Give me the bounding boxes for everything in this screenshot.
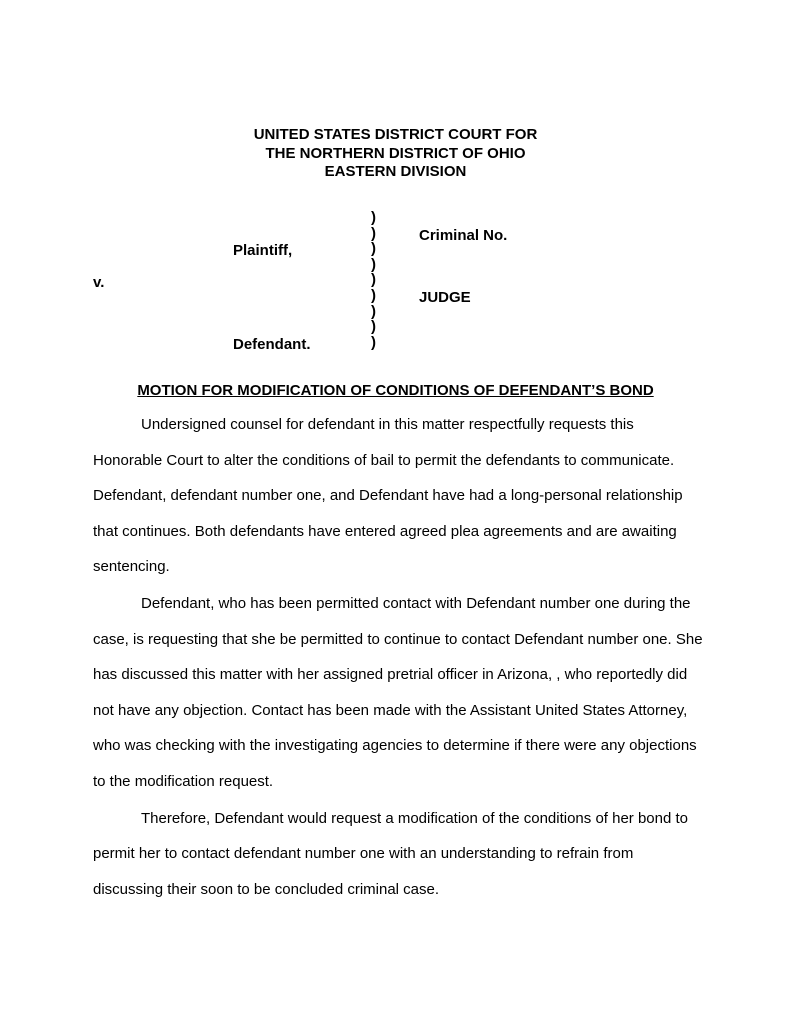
motion-title: MOTION FOR MODIFICATION OF CONDITIONS OF DEFENDANT’S BOND bbox=[137, 382, 654, 399]
body-paragraph: Defendant, who has been permitted contact with Defendant number one during the case, is requesting that she be permitted to continue to contact Defendant number one. She has discussed this matter with her assigned pretrial officer in Arizona, , who reportedly did not have any objection. Contact has been made with the Assistant United States Attorney, who was checking with the investigating agencies to determine if there were any objections to the modification request. bbox=[93, 595, 703, 790]
district-line: THE NORTHERN DISTRICT OF OHIO bbox=[265, 144, 526, 162]
caption-paren: ) bbox=[371, 224, 376, 242]
defendant-label: Defendant. bbox=[233, 336, 311, 353]
caption-paren: ) bbox=[371, 209, 376, 226]
versus-label: v. bbox=[93, 274, 105, 291]
caption-paren: ) bbox=[371, 286, 376, 304]
caption-paren: ) bbox=[371, 302, 376, 320]
body-paragraph: Undersigned counsel for defendant in this matter respectfully requests this Honorable Court to alter the conditions of bail to permit the defendants to communicate. Defendant, defendant number one, and Defendant have had a long-personal relationship that continues. Both defendants have entered agreed plea agreements and are awaiting sentencing. bbox=[93, 416, 683, 575]
judge-label: JUDGE bbox=[419, 289, 471, 306]
motion-body bbox=[93, 407, 705, 909]
caption-paren: ) bbox=[371, 333, 376, 351]
caption-parenthesis-column bbox=[371, 210, 376, 350]
caption-paren: ) bbox=[371, 318, 376, 336]
caption-paren: ) bbox=[371, 255, 376, 273]
caption-paren: ) bbox=[371, 271, 376, 289]
caption-paren: ) bbox=[371, 240, 376, 258]
criminal-number-label: Criminal No. bbox=[419, 227, 508, 244]
court-name-line: UNITED STATES DISTRICT COURT FOR bbox=[253, 126, 538, 143]
division-line: EASTERN DIVISION bbox=[324, 163, 467, 180]
plaintiff-label: Plaintiff, bbox=[233, 242, 293, 259]
body-paragraph: Therefore, Defendant would request a modification of the conditions of her bond to permit her to contact defendant number one with an understanding to refrain from discussing their soon to be concluded criminal case. bbox=[93, 809, 689, 898]
court-header bbox=[0, 126, 791, 182]
case-caption bbox=[0, 210, 791, 360]
